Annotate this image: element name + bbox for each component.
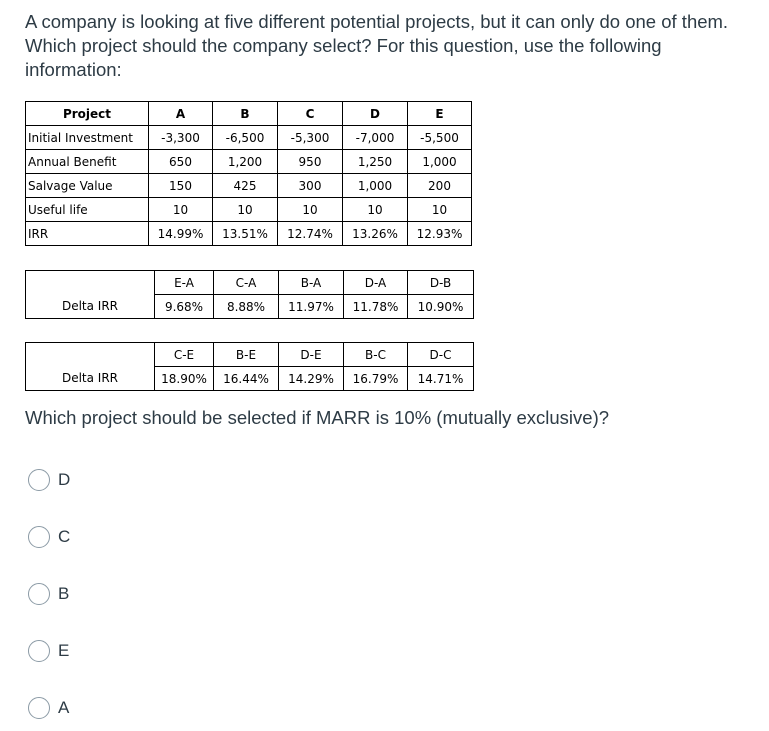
radio-button[interactable]	[28, 697, 50, 719]
table-header-cell: D-A	[344, 271, 408, 295]
option-c[interactable]	[28, 524, 70, 550]
table-cell: 1,250	[343, 150, 408, 174]
table-cell: 13.26%	[343, 222, 408, 246]
table-header-cell: B	[213, 102, 278, 126]
radio-button[interactable]	[28, 526, 50, 548]
row-label: IRR	[26, 222, 149, 246]
table-cell: 10	[408, 198, 472, 222]
table-row	[26, 150, 472, 174]
question-text: A company is looking at five different potential projects, but it can only do one of them. Which project should the company select? For this question, use the following information:	[25, 11, 729, 80]
table-cell: 12.93%	[408, 222, 472, 246]
table-cell: 11.78%	[344, 295, 408, 319]
option-label: C	[58, 527, 71, 546]
table-cell: 1,000	[343, 174, 408, 198]
table-cell: -3,300	[149, 126, 213, 150]
row-label: Delta IRR	[26, 295, 155, 319]
table-header-cell: E-A	[155, 271, 214, 295]
table-cell: 950	[278, 150, 343, 174]
table-header-cell: B-C	[344, 343, 408, 367]
table-cell: -5,300	[278, 126, 343, 150]
row-label: Initial Investment	[26, 126, 149, 150]
table-cell: 14.99%	[149, 222, 213, 246]
table-cell: 10.90%	[408, 295, 474, 319]
empty-cell	[26, 343, 155, 367]
table-cell: 1,000	[408, 150, 472, 174]
table-header-cell: C-A	[214, 271, 279, 295]
option-d[interactable]	[28, 467, 70, 493]
table-cell: 18.90%	[155, 367, 214, 391]
row-label: Annual Benefit	[26, 150, 149, 174]
table-cell: 10	[213, 198, 278, 222]
option-e[interactable]	[28, 638, 69, 664]
option-b[interactable]	[28, 581, 69, 607]
empty-cell	[26, 271, 155, 295]
table-cell: 10	[149, 198, 213, 222]
table-header-row	[26, 102, 472, 126]
table-header-cell: D-B	[408, 271, 474, 295]
table-cell: 10	[343, 198, 408, 222]
table-row	[26, 222, 472, 246]
table-cell: 200	[408, 174, 472, 198]
table-row	[26, 198, 472, 222]
row-label: Delta IRR	[26, 367, 155, 391]
radio-button[interactable]	[28, 583, 50, 605]
table-header-row	[26, 343, 474, 367]
delta-irr-table-1	[25, 270, 474, 319]
option-label: A	[58, 698, 70, 717]
radio-button[interactable]	[28, 469, 50, 491]
table-cell: 12.74%	[278, 222, 343, 246]
table-cell: 10	[278, 198, 343, 222]
table-cell: 300	[278, 174, 343, 198]
table-cell: 11.97%	[279, 295, 344, 319]
option-label: E	[58, 641, 70, 660]
table-cell: 14.29%	[279, 367, 344, 391]
table-header-cell: A	[149, 102, 213, 126]
table-cell: 425	[213, 174, 278, 198]
table-cell: 16.79%	[344, 367, 408, 391]
table-row	[26, 174, 472, 198]
table-cell: 16.44%	[214, 367, 279, 391]
table-header-cell: E	[408, 102, 472, 126]
table-header-cell: C	[278, 102, 343, 126]
table-header-cell: D-C	[408, 343, 474, 367]
table-header-cell: D	[343, 102, 408, 126]
table-cell: 650	[149, 150, 213, 174]
table-header-cell: D-E	[279, 343, 344, 367]
option-label: B	[58, 584, 70, 603]
subquestion-text: Which project should be selected if MARR is 10% (mutually exclusive)?	[25, 407, 610, 428]
delta-irr-table-2	[25, 342, 474, 391]
table-header-row	[26, 271, 474, 295]
table-cell: 1,200	[213, 150, 278, 174]
table-cell: 13.51%	[213, 222, 278, 246]
table-cell: 14.71%	[408, 367, 474, 391]
table-cell: -7,000	[343, 126, 408, 150]
table-cell: 150	[149, 174, 213, 198]
table-row	[26, 126, 472, 150]
table-cell: -6,500	[213, 126, 278, 150]
option-label: D	[58, 470, 71, 489]
table-header-cell: B-A	[279, 271, 344, 295]
table-header-cell: Project	[26, 102, 149, 126]
table-cell: -5,500	[408, 126, 472, 150]
table-cell: 8.88%	[214, 295, 279, 319]
table-header-cell: B-E	[214, 343, 279, 367]
option-a[interactable]	[28, 695, 69, 721]
table-cell: 9.68%	[155, 295, 214, 319]
table-row	[26, 367, 474, 391]
row-label: Salvage Value	[26, 174, 149, 198]
table-row	[26, 295, 474, 319]
row-label: Useful life	[26, 198, 149, 222]
table-header-cell: C-E	[155, 343, 214, 367]
project-table	[25, 101, 472, 246]
radio-button[interactable]	[28, 640, 50, 662]
